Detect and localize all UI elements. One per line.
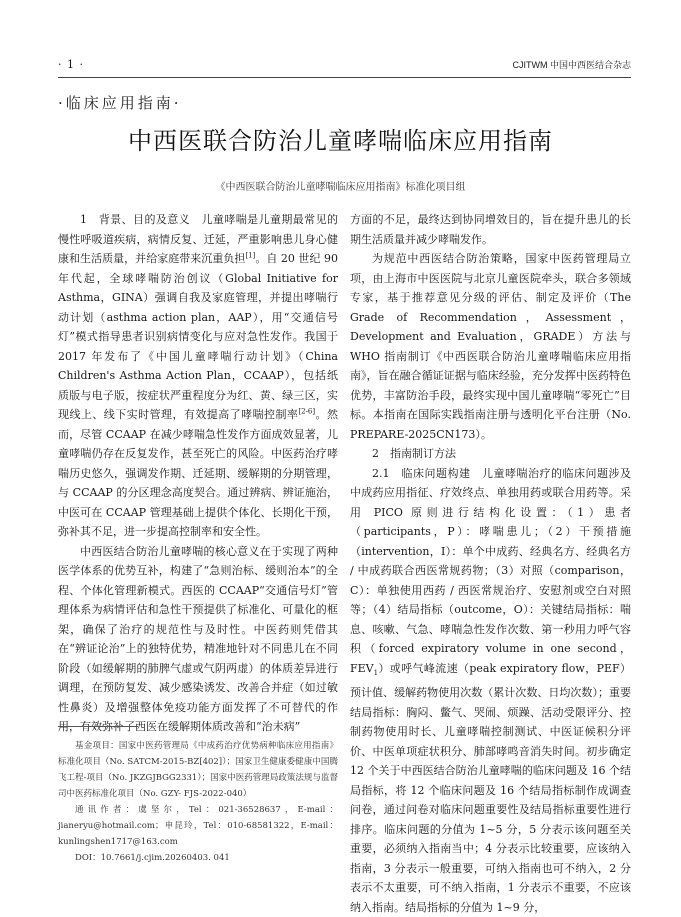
journal-name: CJITWM 中国中西医结合杂志 (512, 60, 631, 70)
footnote-rule (58, 726, 138, 727)
footnote-doi: DOI：10.7661/j.cjim.20260403. 041 (75, 853, 230, 863)
footnote-correspondence: 通讯作者：虞坚尔，Tel：021-36528637，E-mail：jianeryu@hotmail.com；申昆玲，Tel：010-68581322，E-mail：kunlingshen1717@163.com (58, 805, 338, 847)
paragraph-significance: 中西医结合防治儿童哮喘的核心意义在于实现了两种医学体系的优势互补，构建了“急则治标、缓则治本”的全程、个体化管理新模式。西医的 CCAAP“交通信号灯”管理体系为病情评估和急性干预提供了标准化、可量化的框架，确保了治疗的规范性与及时性。中医药则凭借其在“辨证论治”上的独特优势，精准地针对不同患儿在不同阶段（如缓解期的肺脾气虚或气阴两虚）的体质差异进行调理，在预防复发、减少感染诱发、改善合并症（如过敏性鼻炎）及增强整体免疫功能方面发挥了不可替代的作用，有效弥补了西医在缓解期体质改善和“治未病” (58, 544, 338, 733)
paragraph-project: 为规范中西医结合防治策略，国家中医药管理局立项，由上海市中医医院与北京儿童医院牵头，联合多领域专家，基于推荐意见分级的评估、制定及评价（The Grade of Recommendation，Assessment，Development and Evaluation，GRADE）方法与 WHO 指南制订《中西医联合防治儿童哮喘临床应用指南》，旨在融合循证证据与临床经验，充分发挥中医药特色优势，丰富防治手段，最终实现中国儿童哮喘“零死亡”目标。本指南在国际实践指南注册与透明化平台注册（No. PREPARE-2025CN173）。 (350, 252, 631, 441)
column-title: ·临床应用指南· (58, 94, 182, 112)
page-number: · 1 · (58, 58, 84, 71)
author-group: 《中西医联合防治儿童哮喘临床应用指南》标准化项目组 (215, 182, 466, 193)
paragraph-continued: 方面的不足，最终达到协同增效目的，旨在提升患儿的长期生活质量并减少哮喘发作。 (350, 213, 631, 246)
article-title: 中西医联合防治儿童哮喘临床应用指南 (128, 127, 553, 155)
paragraph-background: 1 背景、目的及意义 儿童哮喘是儿童期最常见的慢性呼吸道疾病，病情反复、迁延，严重影响患儿身心健康和生活质量，并给家庭带来沉重负担[1]。自 20 世纪 90 年代起，全球哮喘防治创议（Global Initiative for Asthma，GINA）强调自我及家庭管理，并提出哮喘行动计划（asthma action plan，AAP），用“交通信号灯”模式指导患者识别病情变化与应对急性发作。我国于 2017 年发布了《中国儿童哮喘行动计划》（China Children's Asthma Action Plan，CCAAP），包括纸质版与电子版，按症状严重程度分为红、黄、绿三区，实现线上、线下实时管理，有效提高了哮喘控制率[2-6]。然而，尽管 CCAAP 在减少哮喘急性发作方面成效显著，儿童哮喘仍存在反复发作，甚至死亡的风险。中医药治疗哮喘历史悠久，强调发作期、迁延期、缓解期的分期管理，与 CCAAP 的分区理念高度契合。通过辨病、辨证施治，中医可在 CCAAP 管理基础上提供个体化、长期化干预，弥补其不足，进一步提高控制率和安全性。 (58, 213, 339, 538)
footnote-funding: 基金项目：国家中医药管理局《中成药治疗优势病种临床应用指南》标准化项目（No. SATCM-2015-BZ[402]）；国家卫生健康委健康中国腾飞工程-项目（No. JKZGJBGG2331）；国家中医药管理局政策法规与监督司中医药标准化项目（No. GZY- FJS-2022-040） (58, 741, 338, 799)
footnote (58, 738, 338, 866)
paragraph-clinical-questions: 2.1 临床问题构建 儿童哮喘治疗的临床问题涉及中成药应用指征、疗效终点、单独用药或联合用药等。采用 PICO 原则进行结构化设置：（1）患者（participants，P）：哮喘患儿；（2）干预措施（intervention，I）：单个中成药、经典名方、经典名方 / 中成药联合西医常规药物；（3）对照（comparison，C）：单独使用西药 / 西医常规治疗、安慰剂或空白对照等；（4）结局指标（outcome，O）：关键结局指标：喘息、咳嗽、气急、哮喘急性发作次数、第一秒用力呼气容积（forced expiratory volume in one second，$FEV_1$）或呼气峰流速（peak expiratory flow，PEF）预计值、缓解药物使用次数（累计次数、日均次数）；重要结局指标：胸闷、鳖气、哭闹、烦躁、活动受限评分、控制药物使用时长、儿童哮喘控制测试、中医证候积分评价、中医单项症状积分、肺部哮鸣音消失时间。初步确定 12 个关于中西医结合防治儿童哮喘的临床问题及 16 个结局指标，将 12 个临床问题及 16 个结局指标制作成调查问卷，通过问卷对临床问题重要性及结局指标重要性进行排序。临床问题的分值为 1~5 分，5 分表示该问题至关重要，必须纳入指南当中；4 分表示比较重要，应该纳入指南，3 分表示一般重要，可纳入指南也可不纳入，2 分表示不太重要，可不纳入指南，1 分表示不重要，不应该纳入指南。结局指标的分值为 1~9 分， (350, 466, 631, 914)
section-heading-methods: 2 指南制订方法 (372, 447, 456, 460)
right-column (350, 210, 631, 917)
header-rule (58, 77, 631, 78)
left-column (58, 210, 338, 737)
